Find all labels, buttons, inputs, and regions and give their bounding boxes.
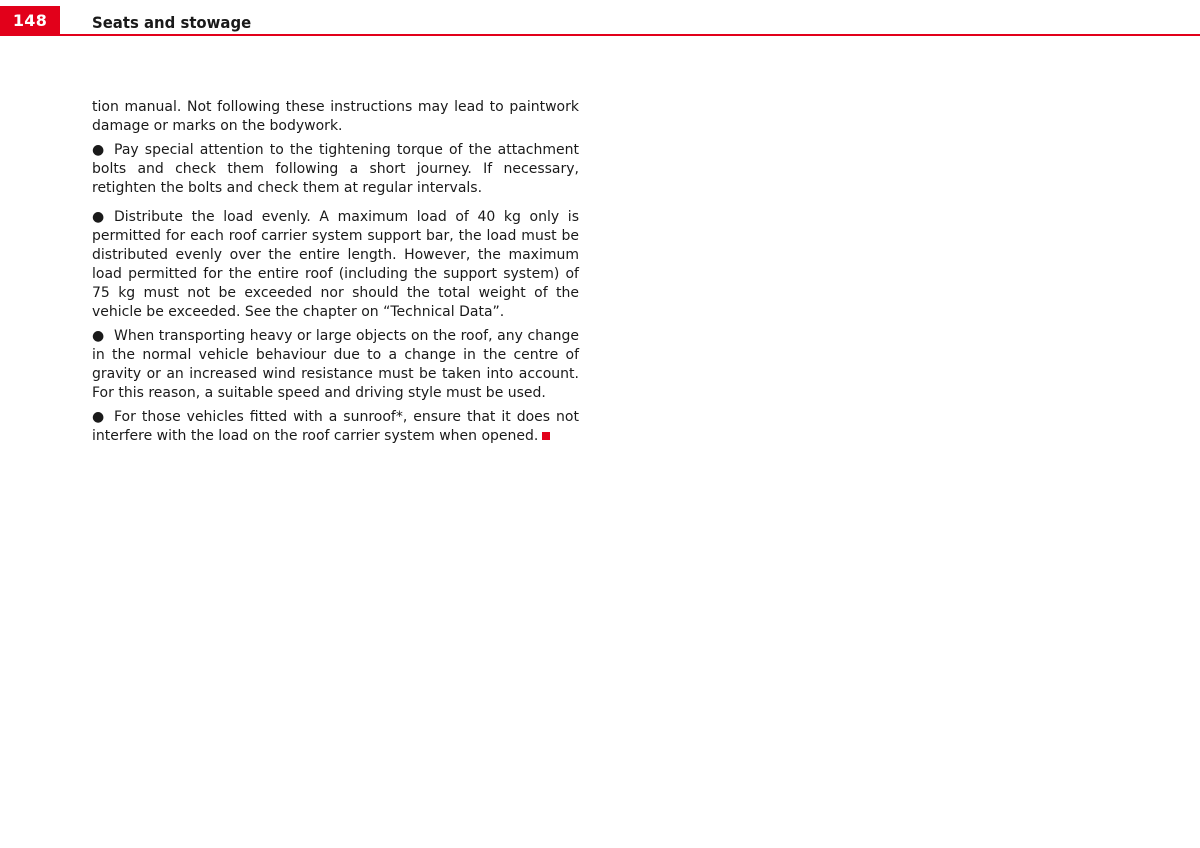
section-title: Seats and stowage bbox=[92, 13, 252, 32]
bullet-icon: ● bbox=[92, 328, 105, 344]
body-text bbox=[92, 98, 579, 451]
bullet-text: When transporting heavy or large objects on the roof, any change in the normal vehicle behaviour due to a change in the centre of gravity or an increased wind resistance must be taken into account. For this reason, a suitable speed and driving style must be used. bbox=[92, 328, 579, 401]
bullet-text: For those vehicles fitted with a sunroof*, ensure that it does not interfere with the load on the roof carrier system when opened. bbox=[92, 409, 579, 444]
page-number: 148 bbox=[0, 6, 60, 36]
bullet-item bbox=[92, 408, 579, 446]
bullet-icon: ● bbox=[92, 142, 105, 158]
page-header bbox=[0, 0, 1200, 36]
bullet-item bbox=[92, 327, 579, 403]
continuation-paragraph: tion manual. Not following these instructions may lead to paintwork damage or marks on the bodywork. bbox=[92, 99, 579, 134]
bullet-item bbox=[92, 141, 579, 198]
bullet-item bbox=[92, 208, 579, 322]
end-of-section-square-icon bbox=[542, 432, 550, 440]
bullet-icon: ● bbox=[92, 209, 105, 225]
bullet-text: Pay special attention to the tightening torque of the attachment bolts and check them following a short journey. If necessary, retighten the bolts and check them at regular intervals. bbox=[92, 142, 579, 196]
bullet-icon: ● bbox=[92, 409, 105, 425]
bullet-text: Distribute the load evenly. A maximum load of 40 kg only is permitted for each roof carrier system support bar, the load must be distributed evenly over the entire length. However, the maximum load permitted for the entire roof (including the support system) of 75 kg must not be exceeded nor should the total weight of the vehicle be exceeded. See the chapter on “Technical Data”. bbox=[92, 209, 579, 320]
header-divider bbox=[60, 34, 1200, 36]
